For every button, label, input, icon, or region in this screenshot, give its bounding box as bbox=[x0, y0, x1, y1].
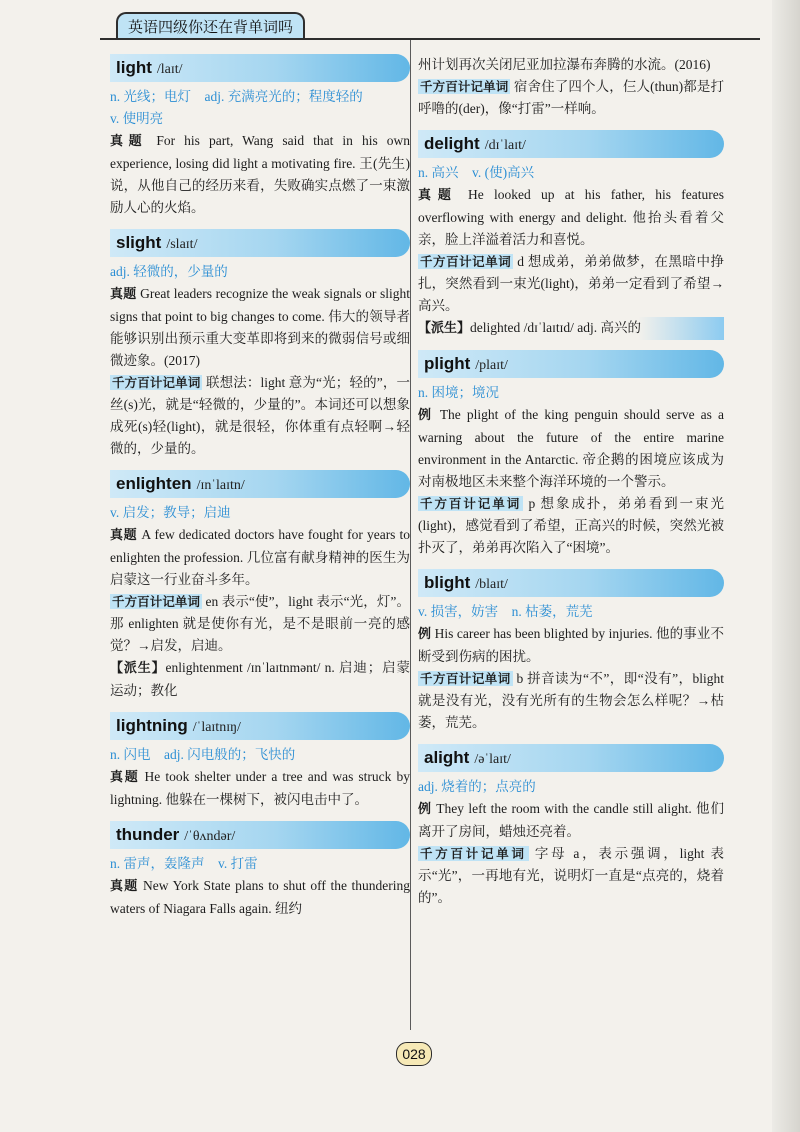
memo bbox=[418, 493, 724, 559]
entry-thunder-continued bbox=[418, 54, 724, 120]
phonetic: /dɪˈlaɪt/ bbox=[484, 138, 526, 153]
derivative-text: delighted /dɪˈlaɪtɪd/ adj. 高兴的 bbox=[470, 320, 641, 335]
example-label: 例 bbox=[418, 408, 434, 423]
phonetic: /plaɪt/ bbox=[475, 358, 508, 373]
example-text: A few dedicated doctors have fought for years to enlighten the profession. 几位富有献身精神的医生为启蒙这一行业奋斗多年。 bbox=[110, 527, 410, 587]
example bbox=[418, 404, 724, 493]
continued-text: 州计划再次关闭尼亚加拉瀑布奔腾的水流。(2016) bbox=[418, 57, 711, 72]
headword-bar bbox=[110, 470, 410, 498]
memo-text: 联想法：light 意为“光；轻的”，一丝(s)光，就是“轻微的，少量的”。本词还可以想象成死(s)轻(light)，就是很轻，你体重有点轻啊→轻微的，少量的。 bbox=[110, 375, 410, 456]
memo-text: d 想成弟，弟弟做梦，在黑暗中挣扎，突然看到一束光(light)，弟弟一定看到了希望→高兴。 bbox=[418, 254, 725, 313]
example bbox=[110, 283, 410, 372]
phonetic: /ɪnˈlaɪtn/ bbox=[196, 478, 245, 493]
page-number: 028 bbox=[396, 1042, 432, 1066]
book-title-tab: 英语四级你还在背单词吗 bbox=[116, 12, 305, 40]
page-edge bbox=[772, 0, 800, 1132]
part-of-speech: adj. 烧着的；点亮的 bbox=[418, 779, 536, 794]
derivative-label: 【派生】 bbox=[418, 321, 471, 336]
example-text: He looked up at his father, his features overflowing with energy and delight. 他抬头看着父亲，脸上洋溢着活力和喜悦。 bbox=[418, 187, 724, 247]
memo-label: 千方百计记单词 bbox=[420, 254, 512, 269]
headword: alight bbox=[424, 748, 470, 767]
memo-label: 千方百计记单词 bbox=[420, 846, 527, 861]
part-of-speech: v. 启发；教导；启迪 bbox=[110, 505, 231, 520]
example-text: New York State plans to shut off the thundering waters of Niagara Falls again. 纽约 bbox=[110, 878, 411, 916]
example-label: 例 bbox=[418, 627, 432, 642]
header-rule bbox=[100, 38, 760, 40]
entry-plight bbox=[418, 350, 724, 559]
left-column bbox=[110, 54, 410, 930]
headword-bar bbox=[110, 54, 410, 82]
headword-bar bbox=[110, 229, 410, 257]
example bbox=[110, 766, 410, 811]
memo-label: 千方百计记单词 bbox=[420, 671, 511, 686]
headword: thunder bbox=[116, 825, 180, 844]
exam-label: 真题 bbox=[110, 770, 140, 785]
entry-light bbox=[110, 54, 410, 219]
entry-lightning bbox=[110, 712, 410, 811]
entry-enlighten bbox=[110, 470, 410, 702]
exam-label: 真题 bbox=[110, 287, 137, 302]
phonetic: /blaɪt/ bbox=[475, 577, 508, 592]
exam-label: 真题 bbox=[110, 528, 138, 543]
part-of-speech: n. 雷声，轰隆声 v. 打雷 bbox=[110, 856, 258, 871]
example bbox=[110, 524, 410, 591]
derivative bbox=[418, 317, 724, 340]
column-divider bbox=[410, 40, 411, 1030]
headword-bar bbox=[110, 821, 410, 849]
memo-text: 字母 a，表示强调，light 表示“光”，一再地有光，说明灯一直是“点亮的，烧着的”。 bbox=[418, 846, 724, 905]
part-of-speech: n. 光线；电灯 adj. 充满亮光的；程度轻的 bbox=[110, 89, 363, 104]
exam-label: 真题 bbox=[110, 134, 148, 149]
part-of-speech: v. 损害，妨害 n. 枯萎，荒芜 bbox=[418, 604, 593, 619]
headword: light bbox=[116, 58, 152, 77]
entry-thunder bbox=[110, 821, 410, 920]
example-text: For his part, Wang said that in his own experience, losing did light a motivating fire. 王(先生)说，从他自己的经历来看，失败确实点燃了一束激励人心的火焰。 bbox=[110, 133, 410, 215]
example bbox=[110, 875, 410, 920]
example bbox=[418, 798, 724, 843]
phonetic: /əˈlaɪt/ bbox=[474, 752, 511, 767]
headword-bar bbox=[418, 130, 724, 158]
memo-label: 千方百计记单词 bbox=[112, 375, 201, 390]
example-text: They left the room with the candle still alight. 他们离开了房间，蜡烛还亮着。 bbox=[418, 801, 724, 839]
example-text: His career has been blighted by injuries. 他的事业不断受到伤病的困扰。 bbox=[418, 626, 725, 664]
headword-bar bbox=[418, 350, 724, 378]
example-label: 例 bbox=[418, 802, 432, 817]
memo-text: 宿舍住了四个人，仨人(thun)都是打呼噜的(der)，像“打雷”一样响。 bbox=[418, 79, 724, 116]
memo bbox=[418, 76, 724, 120]
part-of-speech: n. 闪电 adj. 闪电般的；飞快的 bbox=[110, 747, 296, 762]
example bbox=[418, 184, 724, 251]
phonetic: /ˈθʌndər/ bbox=[184, 829, 236, 844]
memo-text: b 拼音读为“不”，即“没有”，blight 就是没有光，没有光所有的生物会怎么样呢？→枯萎，荒芜。 bbox=[418, 671, 724, 730]
derivative-label: 【派生】 bbox=[110, 661, 166, 676]
memo-text: p 想象成扑，弟弟看到一束光(light)，感觉看到了希望，正高兴的时候，突然光被扑灭了，弟弟再次陷入了“困境”。 bbox=[418, 496, 724, 555]
exam-label: 真题 bbox=[110, 879, 139, 894]
right-column bbox=[418, 54, 724, 919]
memo-label: 千方百计记单词 bbox=[112, 594, 201, 609]
headword: lightning bbox=[116, 716, 188, 735]
headword-bar bbox=[110, 712, 410, 740]
part-of-speech: v. 使明亮 bbox=[110, 111, 164, 126]
memo-label: 千方百计记单词 bbox=[420, 79, 509, 94]
headword: enlighten bbox=[116, 474, 192, 493]
headword: blight bbox=[424, 573, 471, 592]
headword: plight bbox=[424, 354, 471, 373]
derivative bbox=[110, 657, 410, 702]
memo bbox=[110, 372, 410, 460]
entry-delight bbox=[418, 130, 724, 340]
headword: slight bbox=[116, 233, 162, 252]
phonetic: /laɪt/ bbox=[156, 62, 183, 77]
entry-blight bbox=[418, 569, 724, 734]
part-of-speech: adj. 轻微的，少量的 bbox=[110, 264, 228, 279]
memo-text: en 表示“使”，light 表示“光，灯”。那 enlighten 就是使你有光，是不是眼前一亮的感觉？→启发，启迪。 bbox=[110, 594, 410, 653]
headword-bar bbox=[418, 569, 724, 597]
entry-slight bbox=[110, 229, 410, 460]
exam-label: 真题 bbox=[418, 188, 458, 203]
phonetic: /ˈlaɪtnɪŋ/ bbox=[192, 720, 241, 735]
memo bbox=[418, 668, 724, 734]
entry-alight bbox=[418, 744, 724, 909]
memo-label: 千方百计记单词 bbox=[420, 496, 522, 511]
example-text: The plight of the king penguin should serve as a warning about the future of the entire marine environment in the Antarctic. 帝企鹅的困境应该成为对南极地区未来整个海洋环境的一个警示。 bbox=[418, 407, 725, 489]
memo bbox=[418, 843, 724, 909]
headword: delight bbox=[424, 134, 480, 153]
example-text: He took shelter under a tree and was struck by lightning. 他躲在一棵树下，被闪电击中了。 bbox=[110, 769, 410, 807]
example bbox=[418, 623, 724, 668]
memo bbox=[418, 251, 724, 317]
memo bbox=[110, 591, 410, 657]
derivative-text: enlightenment /ɪnˈlaɪtnmənt/ n. 启迪；启蒙运动；教化 bbox=[110, 660, 410, 698]
headword-bar bbox=[418, 744, 724, 772]
phonetic: /slaɪt/ bbox=[166, 237, 198, 252]
example-text: Great leaders recognize the weak signals or slight signs that point to big changes to come. 伟大的领导者能够识别出预示重大变革即将到来的微弱信号或细微迹象。(2017) bbox=[110, 286, 410, 368]
part-of-speech: n. 高兴 v. (使)高兴 bbox=[418, 165, 535, 180]
example bbox=[110, 130, 410, 219]
part-of-speech: n. 困境；境况 bbox=[418, 385, 499, 400]
